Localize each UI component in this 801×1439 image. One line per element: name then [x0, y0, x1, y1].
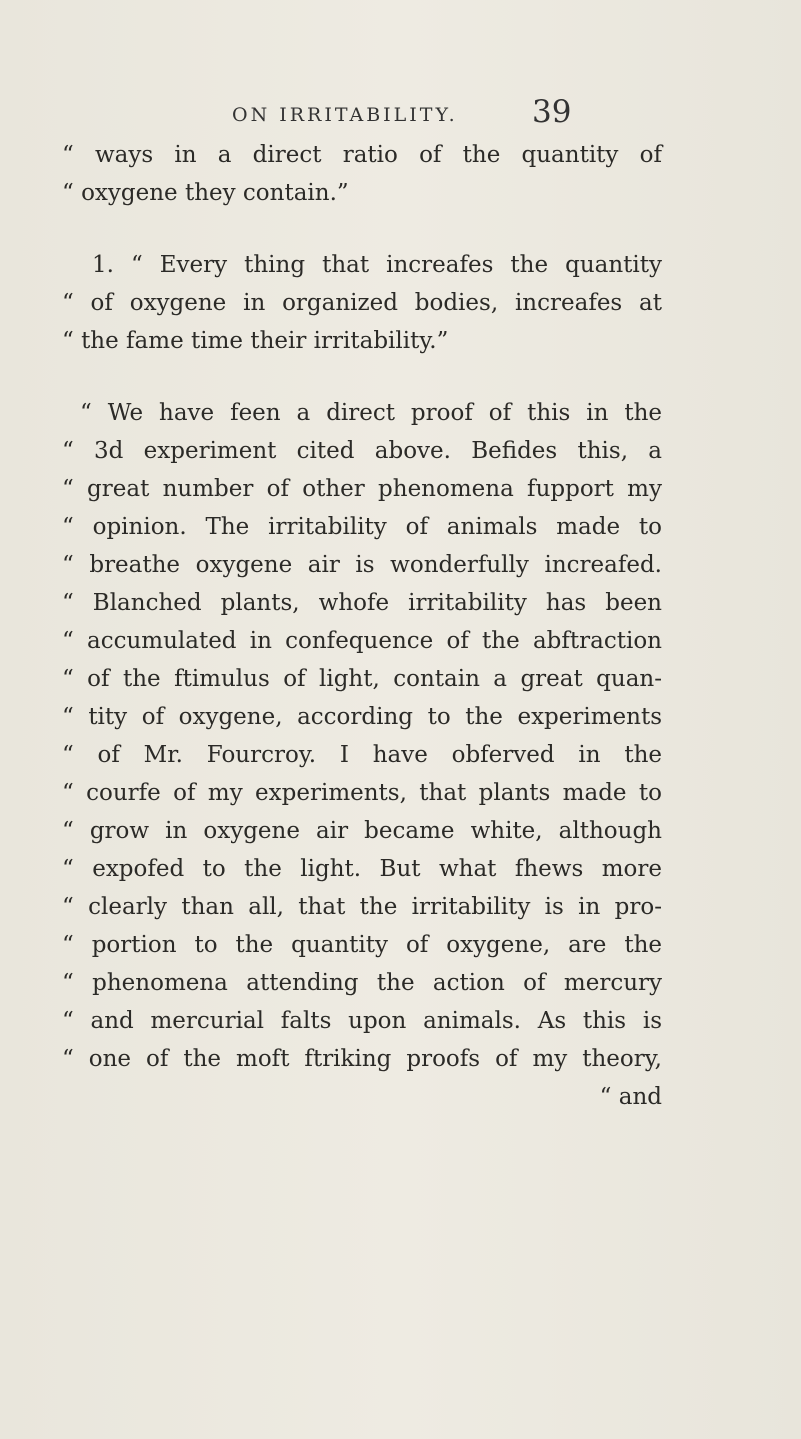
text-line: “ Blanched plants, whofe irritability has been [62, 590, 662, 616]
text-line: “ great number of other phenomena fupport my [62, 476, 662, 502]
catchword: “ and [599, 1084, 662, 1110]
text-line: “ accumulated in confequence of the abftraction [62, 628, 662, 654]
text-line: “ breathe oxygene air is wonderfully increafed. [62, 552, 662, 578]
body-text [62, 136, 662, 1116]
text-line: “ 3d experiment cited above. Befides this, a [62, 438, 662, 464]
page-header [0, 92, 801, 136]
page-number: 39 [532, 94, 572, 130]
text-line: “ of oxygene in organized bodies, increafes at [62, 290, 662, 316]
text-line: “ the fame time their irritability.” [62, 328, 449, 354]
text-line: “ expofed to the light. But what fhews more [62, 856, 662, 882]
text-line: “ portion to the quantity of oxygene, are the [62, 932, 662, 958]
text-line: “ one of the moft ftriking proofs of my theory, [62, 1046, 662, 1072]
running-title: ON IRRITABILITY. [232, 104, 458, 126]
text-line: “ grow in oxygene air became white, although [62, 818, 662, 844]
text-line: “ courfe of my experiments, that plants made to [62, 780, 662, 806]
text-line: “ of the ftimulus of light, contain a great quan- [62, 666, 662, 692]
text-line: “ and mercurial falts upon animals. As this is [62, 1008, 662, 1034]
text-line: 1. “ Every thing that increafes the quantity [92, 252, 662, 278]
text-line: “ of Mr. Fourcroy. I have obferved in the [62, 742, 662, 768]
text-line: “ tity of oxygene, according to the experiments [62, 704, 662, 730]
text-line: “ opinion. The irritability of animals made to [62, 514, 662, 540]
text-line: “ clearly than all, that the irritability is in pro- [62, 894, 662, 920]
text-line: “ phenomena attending the action of mercury [62, 970, 662, 996]
text-line: “ We have feen a direct proof of this in the [80, 400, 662, 426]
text-line: “ oxygene they contain.” [62, 180, 349, 206]
text-line: “ ways in a direct ratio of the quantity of [62, 142, 662, 168]
